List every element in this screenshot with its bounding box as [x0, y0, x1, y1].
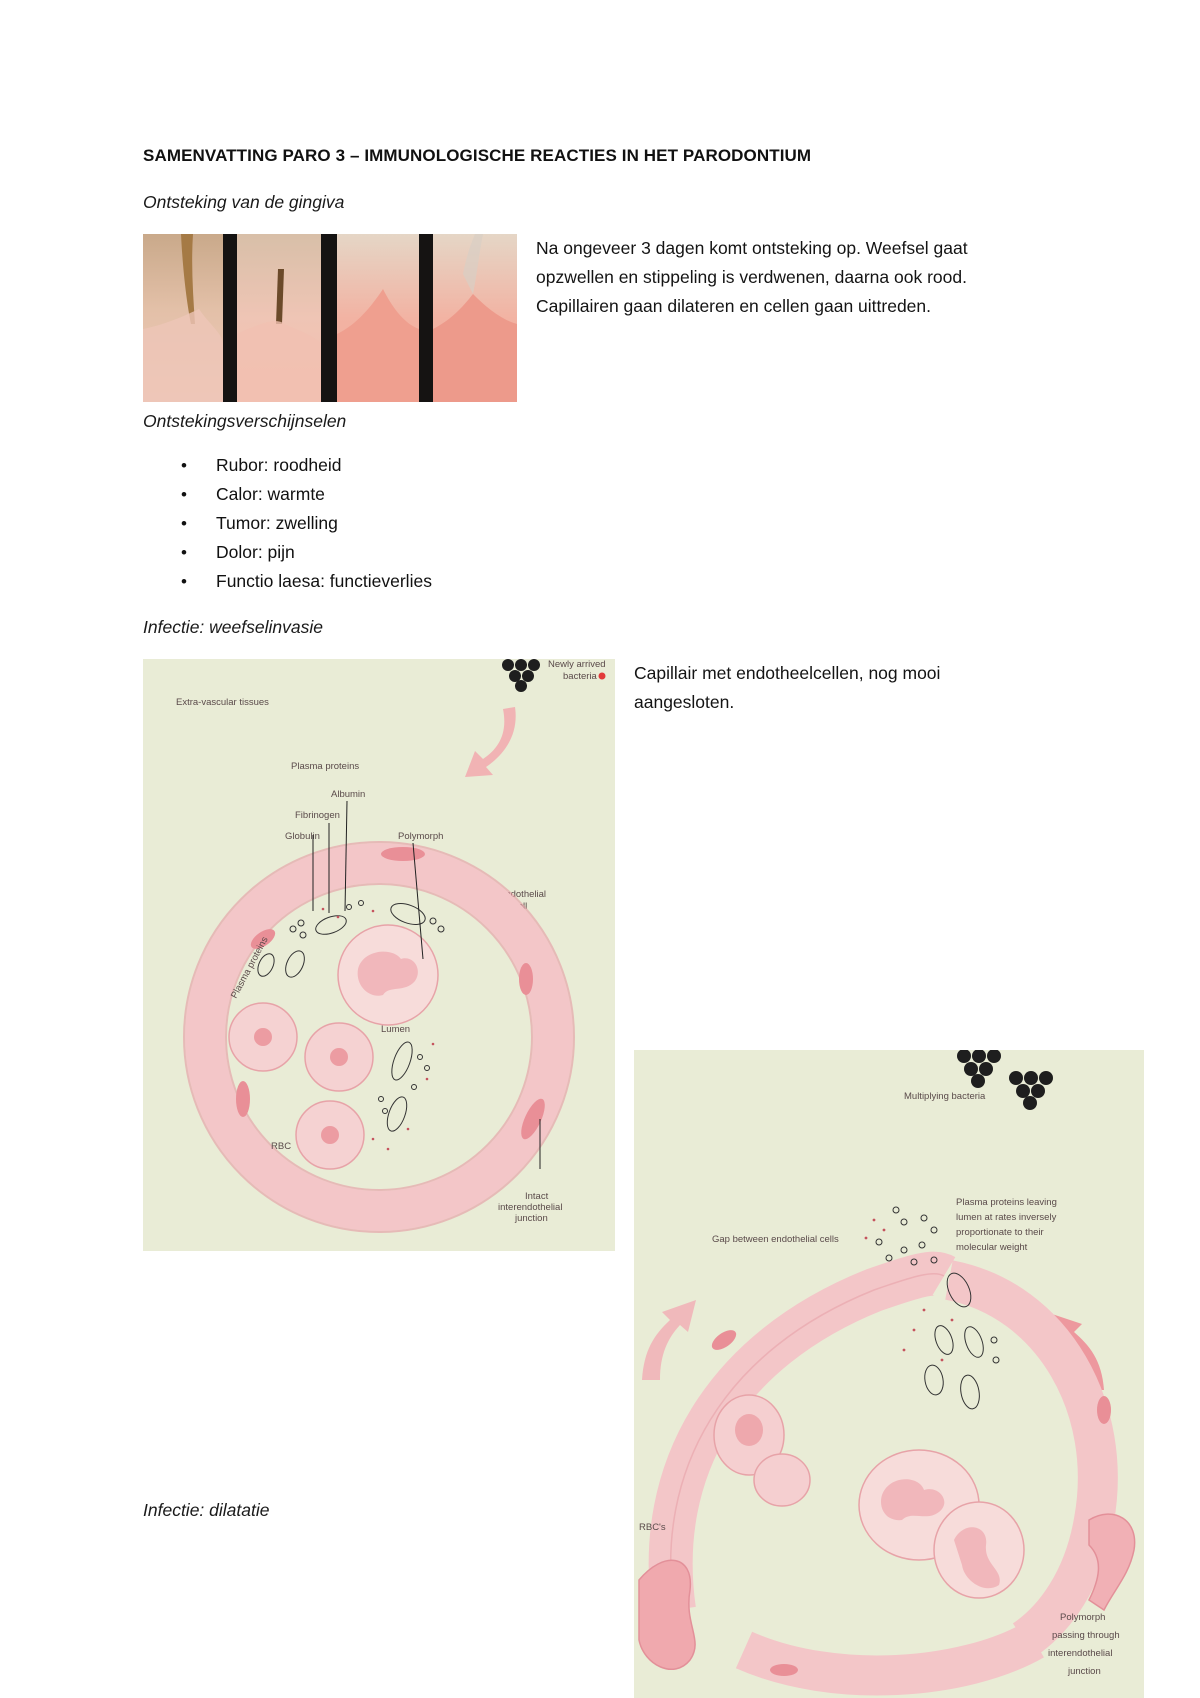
list-item: • Calor: warmte: [143, 480, 743, 509]
label-leaving-2: lumen at rates inversely: [956, 1212, 1057, 1223]
gingiva-panel-3: [337, 234, 419, 402]
label-polymorph-1: Polymorph: [1060, 1612, 1106, 1623]
label-gap: Gap between endothelial cells: [712, 1234, 839, 1245]
list-item: • Tumor: zwelling: [143, 509, 743, 538]
label-plasma-proteins: Plasma proteins: [291, 761, 360, 772]
list-item: • Functio laesa: functieverlies: [143, 567, 743, 596]
label-polymorph-3: interendothelial: [1048, 1648, 1113, 1659]
section-heading-symptoms: Ontstekingsverschijnselen: [143, 411, 347, 431]
label-plasma-proteins-vertical: Plasma proteins: [228, 935, 271, 1001]
label-polymorph-2: passing through: [1052, 1630, 1120, 1641]
label-extra-vascular: Extra-vascular tissues: [176, 697, 269, 708]
gingiva-description: Na ongeveer 3 dagen komt ontsteking op. Weefsel gaat opzwellen en stippeling is verdwenen, daarna ook rood. Capillairen gaan dilateren en cellen gaan uittreden.: [536, 238, 968, 316]
label-intact: Intact: [525, 1191, 549, 1202]
document-title: SAMENVATTING PARO 3 – IMMUNOLOGISCHE REACTIES IN HET PARODONTIUM: [143, 146, 812, 165]
label-albumin: Albumin: [331, 789, 366, 800]
section-heading-gingiva: Ontsteking van de gingiva: [143, 192, 345, 212]
label-rbc: RBC: [271, 1141, 292, 1152]
label-polymorph: Polymorph: [398, 831, 444, 842]
label-fibrinogen: Fibrinogen: [295, 810, 340, 821]
label-leaving-1: Plasma proteins leaving: [956, 1197, 1057, 1208]
label-newly-arrived: Newly arrived: [548, 659, 606, 670]
polymorph-cell: [338, 925, 438, 1025]
gingiva-panel-1: [143, 234, 223, 402]
label-rbcs: RBC's: [639, 1522, 666, 1533]
gingiva-panel-4: [433, 234, 517, 402]
capillary-dilated-figure: [634, 1050, 1144, 1698]
list-item: • Rubor: roodheid: [143, 451, 743, 480]
list-item: • Dolor: pijn: [143, 538, 743, 567]
label-bacteria: bacteria: [563, 671, 597, 682]
label-polymorph-4: junction: [1068, 1666, 1101, 1677]
label-interendothelial: interendothelial: [498, 1202, 563, 1213]
gingiva-panel-2: [237, 234, 321, 402]
label-endothelial: Endothelial: [499, 889, 547, 900]
capillary-intact-figure: [143, 659, 615, 1251]
label-junction: junction: [515, 1213, 548, 1224]
label-cell: cell: [513, 901, 528, 912]
gingiva-photo: [143, 234, 517, 402]
section-heading-invasion: Infectie: weefselinvasie: [143, 617, 323, 637]
label-multiplying-bacteria: Multiplying bacteria: [904, 1091, 986, 1102]
label-leaving-4: molecular weight: [956, 1242, 1028, 1253]
label-leaving-3: proportionate to their: [956, 1227, 1044, 1238]
label-lumen: Lumen: [381, 1024, 411, 1035]
section-heading-dilatation: Infectie: dilatatie: [143, 1500, 270, 1520]
symptoms-list: [143, 451, 743, 596]
label-globulin: Globulin: [285, 831, 320, 842]
invasion-description: Capillair met endotheelcellen, nog mooi aangesloten.: [634, 663, 941, 712]
